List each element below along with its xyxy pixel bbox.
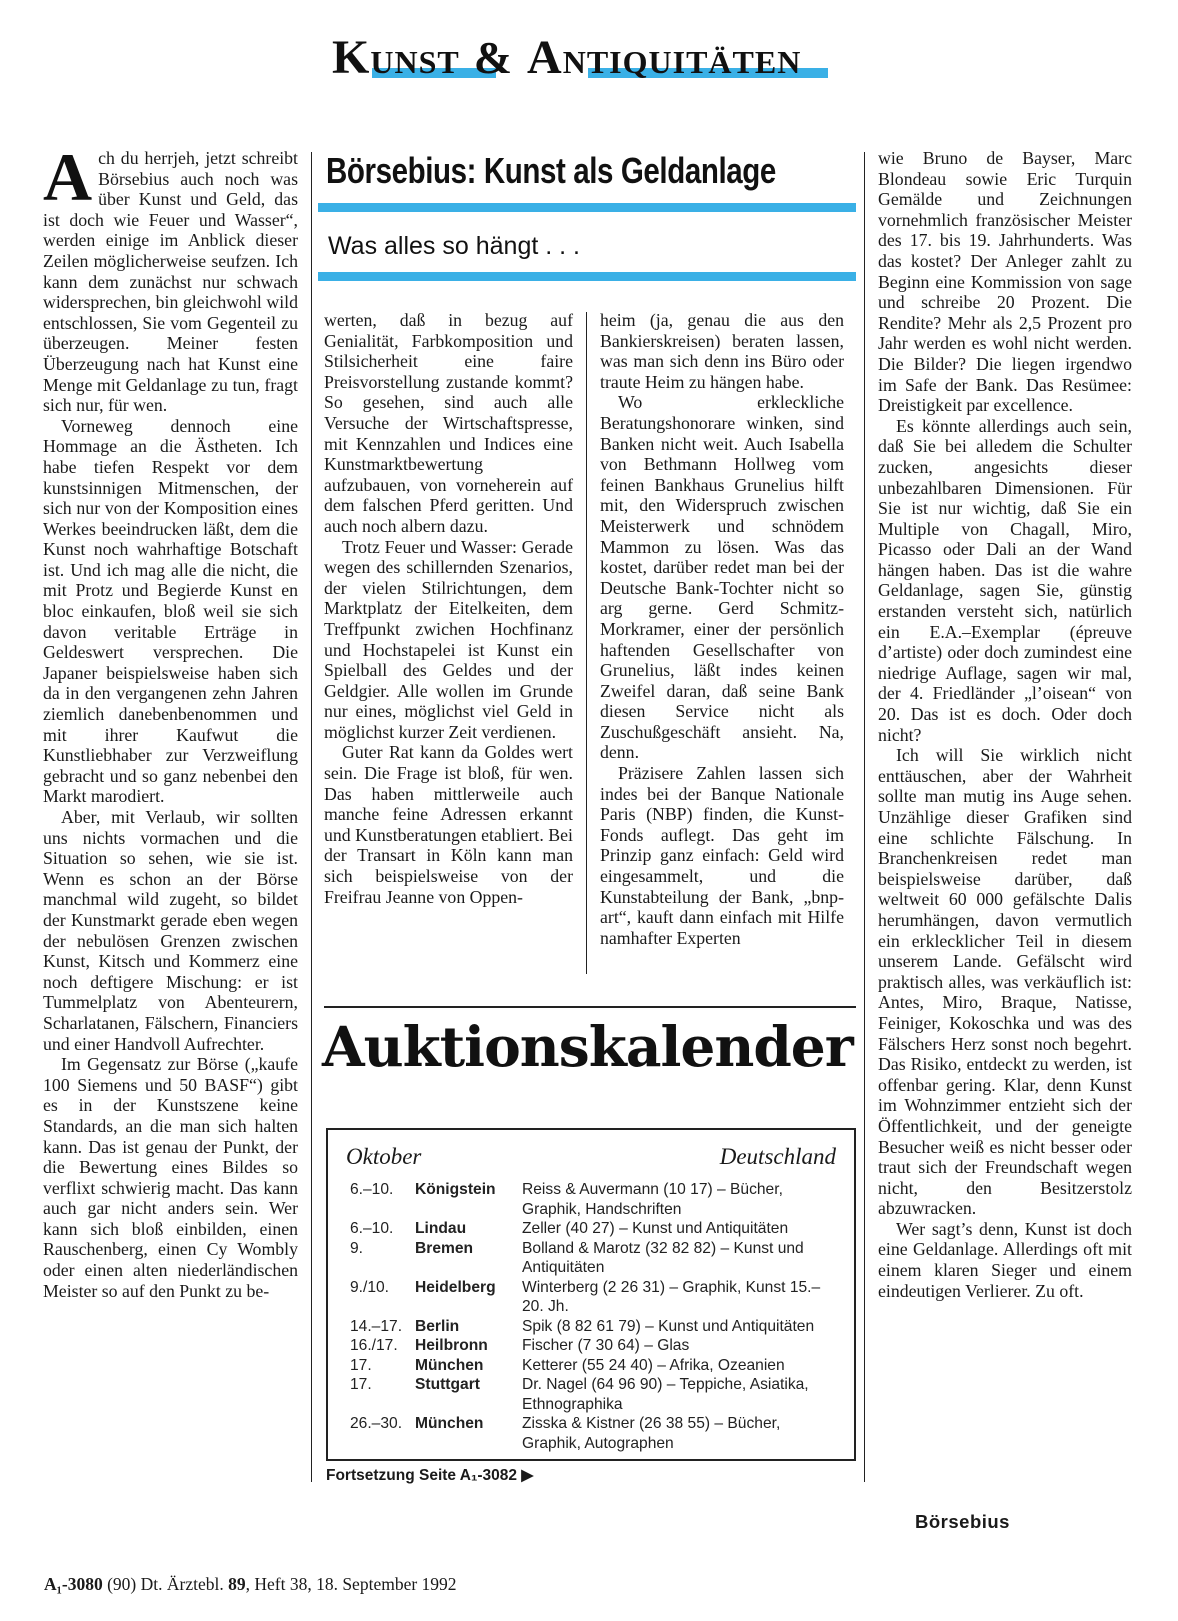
- section-title: KUNST & ANTIQUITÄTEN: [332, 31, 802, 84]
- article-column-1: [43, 139, 298, 1301]
- paragraph: Guter Rat kann da Goldes wert sein. Die Frage ist bloß, für wen. Das haben mittlerweile auch manche feine Adressen erkannt und Kunstberatungen etabliert. Bei der Transart in Köln kann man sich beispielsweise von der Freifrau Jeanne von Oppen-: [324, 742, 573, 907]
- article-column-3: [600, 310, 844, 948]
- column-rule: [864, 152, 865, 1482]
- paragraph: Es könnte allerdings auch sein, daß Sie bei alledem die Schulter zucken, angesichts dieser unbezahlbaren Dimensionen. Für Sie ist nur wichtig, daß Sie ein Multiple von Chagall, Miro, Picasso oder Dali an der Wand hängen haben. Das ist die wahre Geldanlage, sagen Sie, günstig erstanden versteht sich, natürlich ein E.A.–Exemplar (épreuve d’artiste) oder doch zumindest eine niedrige Auflage, sagen wir mal, der 4. Friedländer „l’oisean“ von 20. Das ist es doch. Oder doch nicht?: [878, 415, 1132, 745]
- headline-bar: [318, 203, 856, 212]
- calendar-description: Zisska & Kistner (26 38 55) – Bücher, Graphik, Autographen: [522, 1415, 781, 1452]
- calendar-date: 26.–30.: [350, 1415, 403, 1432]
- paragraph: Präzisere Zahlen lassen sich indes bei der Banque Nationale Paris (NBP) finden, die Kunst-Fonds auflegt. Das geht im Prinzip ganz einfach: Geld wird eingesammelt, und die Kunstabteilung der Bank, „bnp-art“, kauft dann einfach mit Hilfe namhafter Experten: [600, 763, 844, 948]
- paragraph: heim (ja, genau die aus den Bankierskreisen) beraten lassen, was man sich denn ins Büro oder traute Heim zu hängen habe.: [600, 310, 844, 392]
- calendar-description: Fischer (7 30 64) – Glas: [522, 1337, 690, 1354]
- subheadline-bar: [318, 272, 856, 281]
- paragraph: Wo erkleckliche Beratungshonorare winken, sind Banken nicht weit. Auch Isabella von Bethmann Hollweg vom feinen Bankhaus Grunelius hilft mit, den Widerspruch zwischen Meisterwerk und schnödem Mammon zu lösen. Was das kostet, darüber redet man bei der Deutsche Bank-Tochter nicht so arg gerne. Gerd Schmitz-Morkramer, einer der persönlich haftenden Gesellschafter von Grunelius, läßt indes keinen Zweifel daran, daß seine Bank diesen Service nicht als Zuschußgeschäft ansieht. Na, denn.: [600, 392, 844, 763]
- author-signature: Börsebius: [915, 1511, 1010, 1532]
- paragraph: Trotz Feuer und Wasser: Gerade wegen des schillernden Szenarios, der vielen Stilrichtungen, dem Marktplatz der Eitelkeiten, dem Treffpunkt zwichen Hochfinanz und Hochstapelei ist Kunst ein Spielball des Geldes und der Geldgier. Alle wollen im Grunde nur eines, möglichst viel Geld in möglichst kurzer Zeit verdienen.: [324, 536, 573, 742]
- calendar-description: Reiss & Auvermann (10 17) – Bücher, Graphik, Handschriften: [522, 1181, 783, 1218]
- calendar-row: [350, 1278, 840, 1317]
- paragraph: Im Gegensatz zur Börse („kaufe 100 Siemens und 50 BASF“) gibt es in der Kunstszene keine Standards, an die man sich halten kann. Das ist genau der Punkt, der die Bewertung eines Bildes so verflixt schwierig macht. Das kann auch gar nicht anders sein. Wer kann sich bloß einbilden, einen Rauschenberg, einen Cy Wombly oder einen alten niederländischen Meister so auf den Punkt zu be-: [43, 1054, 298, 1301]
- section-header: [332, 30, 801, 86]
- page-number: A₁-3080: [44, 1574, 103, 1594]
- calendar-city: Königstein: [415, 1181, 496, 1198]
- calendar-box: [326, 1128, 856, 1461]
- calendar-city: Bremen: [415, 1239, 474, 1257]
- calendar-description: Bolland & Marotz (32 82 82) – Kunst und Antiquitäten: [522, 1239, 804, 1276]
- calendar-city: Stuttgart: [415, 1376, 480, 1393]
- calendar-city: München: [415, 1356, 484, 1374]
- paragraph: Ach du herrjeh, jetzt schreibt Börsebius auch noch was über Kunst und Geld, das ist doch wie Feuer und Wasser“, werden einige im Anblick dieser Zeilen möglicherweise seufzen. Ich kann dem zunächst nur schwach widersprechen, bin gleichwohl wild entschlossen, Sie vom Gegenteil zu überzeugen. Meiner festen Überzeugung nach hat Kunst eine Menge mit Geldanlage zu tun, fragt sich nur, für wen.: [43, 139, 298, 416]
- calendar-row: [350, 1317, 840, 1337]
- journal-issue: , Heft 38, 18. September 1992: [245, 1574, 457, 1594]
- journal-volume: 89: [228, 1574, 246, 1594]
- journal-name: (90) Dt. Ärztebl.: [107, 1574, 224, 1594]
- paragraph: Vorneweg dennoch eine Hommage an die Ästheten. Ich habe tiefen Respekt vor dem kunstsinnigen Mitmenschen, der sich nur von der Komposition eines Werkes beeindrucken läßt, dem die Kunst noch wahrhaftige Botschaft ist. Und ich mag alle die nicht, die mit Protz und Begierde Kunst en bloc einkaufen, bloß weil sie sich davon veritable Erträge in Geldeswert versprechen. Die Japaner beispielsweise haben sich da in den vergangenen zehn Jahren ziemlich danebenbenommen und mit ihrer Kaufwut die Kunstliebhaber zur Verzweiflung gebracht und so ganz nebenbei den Markt marodiert.: [43, 415, 298, 807]
- calendar-title: Auktionskalender: [322, 1014, 853, 1079]
- calendar-row: [350, 1375, 840, 1414]
- paragraph: wie Bruno de Bayser, Marc Blondeau sowie Eric Turquin Gemälde und Zeichnungen vornehmlich französischer Meister des 17. bis 19. Jahrhunderts. Was das kostet? Der Anleger zahlt zu Beginn eine Kommission von sage und schreibe 20 Prozent. Die Rendite? Mehr als 2,5 Prozent pro Jahr werden es wohl nicht werden. Die Bilder? Die liegen irgendwo im Safe der Bank. Das Resümee: Dreistigkeit par excellence.: [878, 148, 1132, 416]
- calendar-date: 16./17.: [350, 1337, 398, 1354]
- calendar-region: Deutschland: [719, 1144, 836, 1169]
- calendar-row: [350, 1180, 840, 1219]
- calendar-row: [350, 1219, 840, 1239]
- calendar-date: 6.–10.: [350, 1181, 394, 1198]
- calendar-date: 9.: [350, 1239, 364, 1257]
- calendar-date: 6.–10.: [350, 1220, 394, 1237]
- calendar-description: Winterberg (2 26 31) – Graphik, Kunst 15.–20. Jh.: [522, 1278, 821, 1315]
- calendar-top-rule: [324, 1006, 856, 1008]
- calendar-city: München: [415, 1415, 484, 1432]
- article-subheadline: Was alles so hängt . . .: [328, 232, 580, 260]
- paragraph: werten, daß in bezug auf Genialität, Farbkomposition und Stilsicherheit eine faire Preisvorstellung zustande kommt? So gesehen, sind auch alle Versuche der Wirtschaftspresse, mit Kennzahlen und Indices eine Kunstmarktbewertung aufzubauen, von vorneherein auf dem falschen Pferd geritten. Und auch noch albern dazu.: [324, 310, 573, 536]
- calendar-city: Heidelberg: [415, 1278, 496, 1296]
- column-rule: [586, 312, 587, 974]
- calendar-list: [350, 1180, 840, 1453]
- paragraph: Aber, mit Verlaub, wir sollten uns nichts vormachen und die Situation so sehen, wie sie ist. Wenn es schon an der Börse manchmal wild zugeht, so bildet der Kunstmarkt gerade eben wegen der nebulösen Grenzen zwischen Kunst, Kitsch und Kommerz eine noch deftigere Mischung: er ist Tummelplatz von Abenteurern, Scharlatanen, Fälschern, Financiers und einer Handvoll Aufrechter.: [43, 807, 298, 1054]
- column-rule: [311, 152, 312, 1482]
- calendar-row: [350, 1414, 840, 1453]
- calendar-header: [346, 1144, 836, 1170]
- calendar-city: Berlin: [415, 1317, 460, 1335]
- calendar-date: 17.: [350, 1376, 372, 1393]
- calendar-description: Dr. Nagel (64 96 90) – Teppiche, Asiatika, Ethnographika: [522, 1376, 809, 1413]
- calendar-row: [350, 1239, 840, 1278]
- calendar-date: 14.–17.: [350, 1317, 403, 1335]
- article-column-4: [878, 148, 1132, 1301]
- calendar-city: Lindau: [415, 1220, 467, 1237]
- dropcap: A: [43, 139, 93, 215]
- paragraph: Wer sagt’s denn, Kunst ist doch eine Geldanlage. Allerdings oft mit einem klaren Sieger und einem eindeutigen Verlierer. Zu oft.: [878, 1218, 1132, 1301]
- calendar-description: Spik (8 82 61 79) – Kunst und Antiquitäten: [522, 1317, 815, 1335]
- page-footer: [44, 1574, 457, 1595]
- calendar-date: 17.: [350, 1356, 372, 1374]
- calendar-description: Zeller (40 27) – Kunst und Antiquitäten: [522, 1220, 789, 1237]
- calendar-date: 9./10.: [350, 1278, 390, 1296]
- calendar-row: [350, 1336, 840, 1356]
- article-column-2: [324, 310, 573, 907]
- paragraph: Ich will Sie wirklich nicht enttäuschen, aber der Wahrheit sollte man mutig ins Auge sehen. Unzählige dieser Grafiken sind eine schlichte Fälschung. In Branchenkreisen redet man beispielsweise darüber, daß weltweit 60 000 gefälschte Dalis herumhängen, davon vermutlich ein erklecklicher Teil in diesem unserem Lande. Gefälscht wird praktisch alles, was verkäuflich ist: Antes, Miro, Braque, Natisse, Feiniger, Kokoschka und was des Fälschers Herz sonst noch begehrt. Das Risiko, entdeckt zu werden, ist offenbar gering. Klar, denn Kunst im Wohnzimmer entzieht sich der Öffentlichkeit, und der geneigte Besucher weiß es nicht besser oder traut sich der Freundschaft wegen nicht, den Besitzerstolz abzuwracken.: [878, 745, 1132, 1219]
- calendar-city: Heilbronn: [415, 1337, 488, 1354]
- calendar-row: [350, 1356, 840, 1376]
- calendar-month: Oktober: [346, 1144, 422, 1169]
- continuation-note[interactable]: Fortsetzung Seite A₁-3082 ▶: [326, 1467, 534, 1484]
- article-headline: Börsebius: Kunst als Geldanlage: [326, 150, 776, 191]
- calendar-description: Ketterer (55 24 40) – Afrika, Ozeanien: [522, 1356, 785, 1374]
